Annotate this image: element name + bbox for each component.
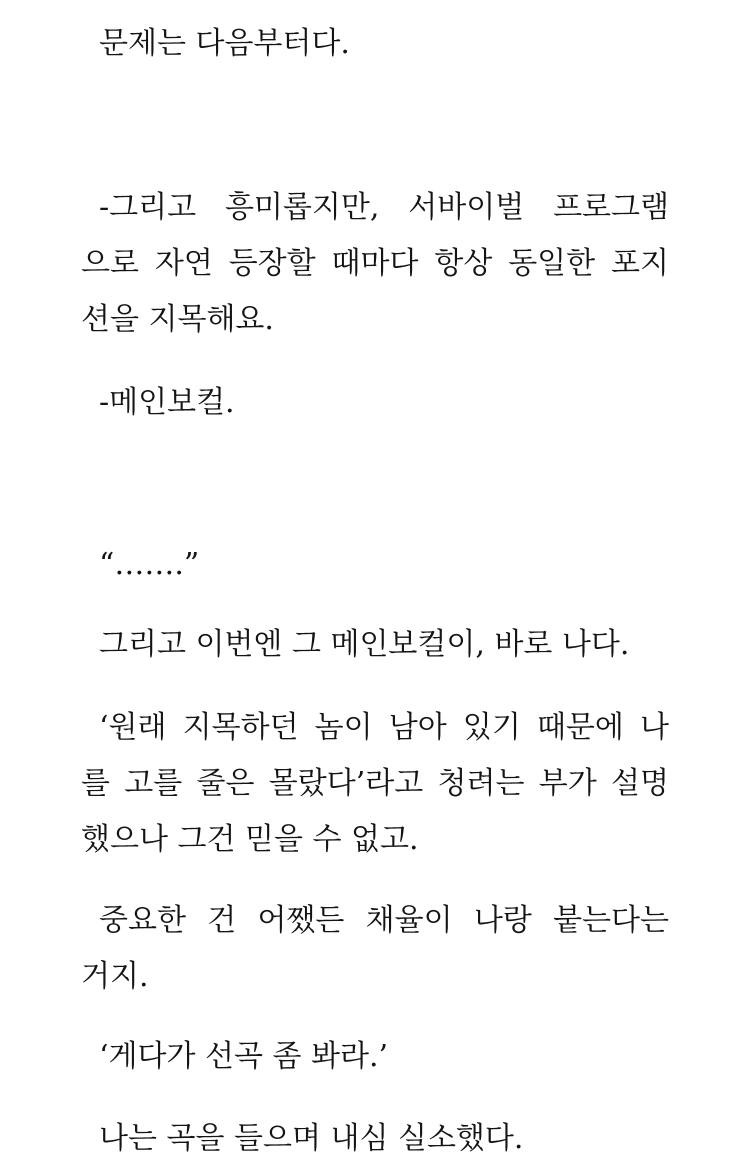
text-line: 나는 곡을 들으며 내심 실소했다. (99, 1121, 524, 1156)
text-line: 했으나 그건 믿을 수 없고. (81, 822, 419, 857)
text-line: ‘게다가 선곡 좀 봐라.’ (99, 1039, 389, 1074)
text-line: 션을 지목해요. (81, 302, 274, 337)
paragraph-6 (81, 700, 669, 868)
text-line: 그리고 이번엔 그 메인보컬이, 바로 나다. (99, 627, 630, 662)
text-line: -메인보컬. (99, 385, 235, 420)
paragraph-3 (81, 375, 669, 431)
paragraph-5 (81, 617, 669, 673)
paragraph-9 (81, 1111, 669, 1167)
text-line: ‘원래 지목하던 놈이 남아 있기 때문에 나 (99, 710, 669, 745)
text-line: -그리고 흥미롭지만, 서바이벌 프로그램 (99, 190, 669, 225)
paragraph-4 (81, 537, 669, 593)
paragraph-8 (81, 1029, 669, 1085)
paragraph-2 (81, 180, 669, 348)
paragraph-7 (81, 893, 669, 1005)
text-line: 문제는 다음부터다. (99, 26, 350, 61)
paragraph-1 (81, 16, 669, 72)
text-line: 으로 자연 등장할 때마다 항상 동일한 포지 (81, 246, 669, 281)
text-line: 를 고를 줄은 몰랐다’라고 청려는 부가 설명 (81, 766, 669, 801)
text-line: “…….” (99, 547, 200, 582)
text-line: 거지. (81, 959, 149, 994)
text-line: 중요한 건 어쨌든 채율이 나랑 붙는다는 (99, 903, 669, 938)
